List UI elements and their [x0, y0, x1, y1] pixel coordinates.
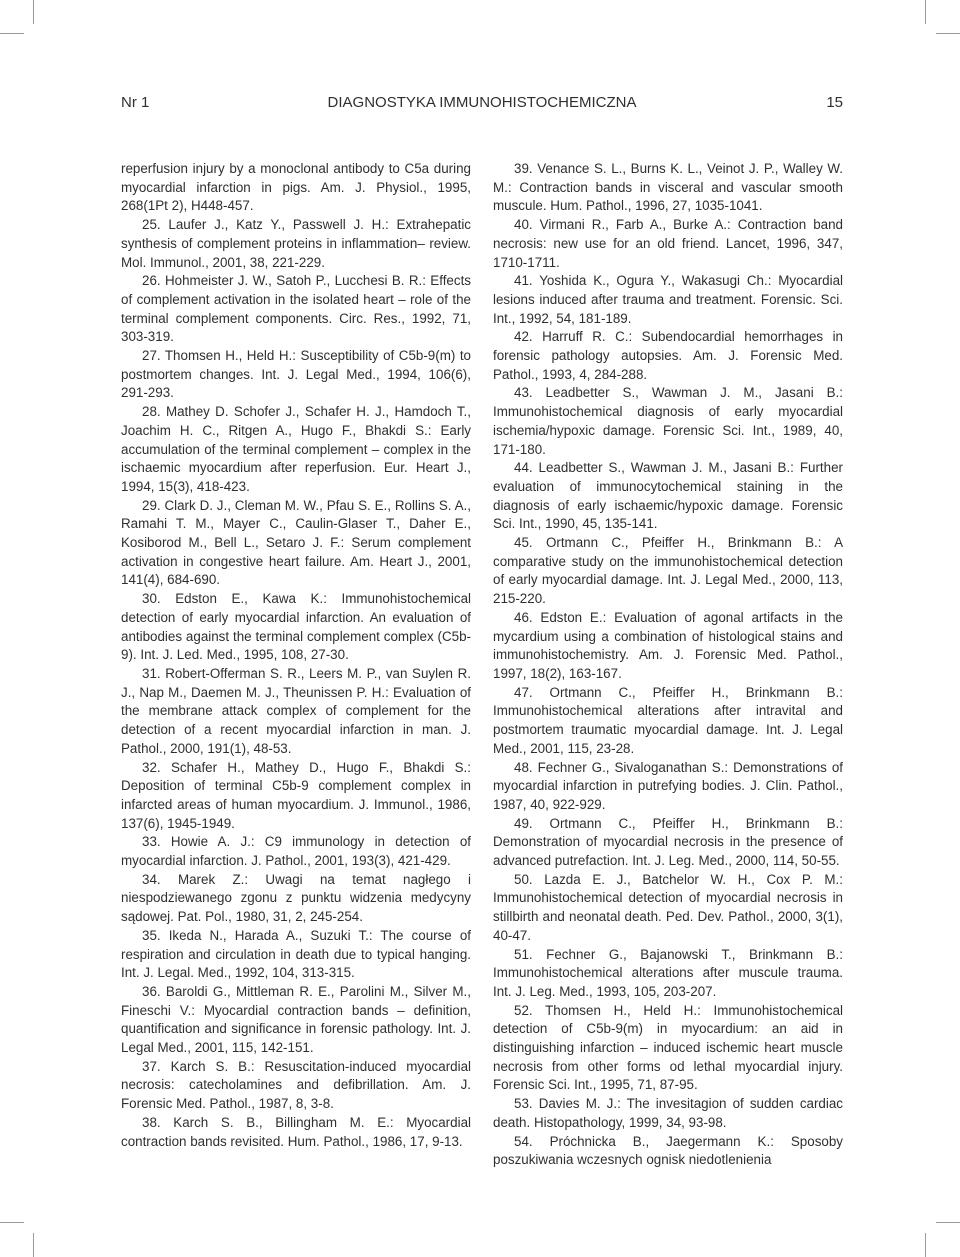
reference-entry: 53. Davies M. J.: The invesitagion of sudden cardiac death. Histopathology, 1999, 34, 93-98. [493, 1096, 843, 1130]
reference-entry: 25. Laufer J., Katz Y., Passwell J. H.: Extrahepatic synthesis of complement proteins in inflammation– review. Mol. Immunol., 2001, 38, 221-229. [121, 217, 471, 270]
reference-entry: 54. Próchnicka B., Jaegermann K.: Sposoby poszukiwania wczesnych ognisk niedotlenienia [493, 1133, 843, 1168]
references-left-column [121, 160, 471, 1151]
reference-entry: 49. Ortmann C., Pfeiffer H., Brinkmann B.: Demonstration of myocardial necrosis in the presence of advanced putrefaction. Int. J. Leg. Med., 2000, 114, 50-55. [493, 815, 843, 869]
reference-entry: 27. Thomsen H., Held H.: Susceptibility of C5b-9(m) to postmortem changes. Int. J. Legal Med., 1994, 106(6), 291-293. [121, 348, 471, 401]
reference-entry: 26. Hohmeister J. W., Satoh P., Lucchesi B. R.: Effects of complement activation in the isolated heart – role of the terminal complement components. Circ. Res., 1992, 71, 303-319. [121, 273, 471, 345]
reference-entry: 44. Leadbetter S., Wawman J. M., Jasani B.: Further evaluation of immunocytochemical staining in the diagnosis of early ischaemic/hypoxic damage. Forensic Sci. Int., 1990, 45, 135-141. [493, 460, 843, 532]
reference-entry: 42. Harruff R. C.: Subendocardial hemorrhages in forensic pathology autopsies. Am. J. Forensic Med. Pathol., 1993, 4, 284-288. [493, 329, 843, 382]
reference-entry: 39. Venance S. L., Burns K. L., Veinot J. P., Walley W. M.: Contraction bands in visceral and vascular smooth muscule. Hum. Pathol., 1996, 27, 1035-1041. [493, 161, 843, 214]
reference-entry: reperfusion injury by a monoclonal antibody to C5a during myocardial infarction in pigs. Am. J. Physiol., 1995, 268(1Pt 2), H448-457. [121, 161, 471, 214]
reference-entry: 43. Leadbetter S., Wawman J. M., Jasani B.: Immunohistochemical diagnosis of early myocardial ischemia/hypoxic damage. Forensic Sci. Int., 1989, 40, 171-180. [493, 385, 843, 457]
crop-mark-top-left-v [33, 0, 35, 24]
reference-entry: 32. Schafer H., Mathey D., Hugo F., Bhakdi S.: Deposition of terminal C5b-9 complement complex in infarcted areas of human myocardium. J. Immunol., 1986, 137(6), 1945-1949. [121, 759, 471, 831]
crop-mark-bottom-right-h [936, 1222, 960, 1224]
crop-mark-top-left-h [0, 33, 24, 35]
reference-entry: 45. Ortmann C., Pfeiffer H., Brinkmann B.: A comparative study on the immunohistochemical detection of early myocardial damage. Int. J. Legal Med., 2000, 113, 215-220. [493, 535, 843, 607]
reference-entry: 35. Ikeda N., Harada A., Suzuki T.: The course of respiration and circulation in death due to typical hanging. Int. J. Legal. Med., 1992, 104, 313-315. [121, 927, 471, 981]
page-number: 15 [826, 94, 843, 111]
reference-entry: 50. Lazda E. J., Batchelor W. H., Cox P. M.: Immunohistochemical detection of myocardial necrosis in stillbirth and neonatal death. Ped. Dev. Pathol., 2000, 3(1), 40-47. [493, 871, 843, 943]
reference-entry: 40. Virmani R., Farb A., Burke A.: Contraction band necrosis: new use for an old friend. Lancet, 1996, 347, 1710-1711. [493, 217, 843, 270]
reference-entry: 28. Mathey D. Schofer J., Schafer H. J., Hamdoch T., Joachim H. C., Ritgen A., Hugo F., Bhakdi S.: Early accumulation of the terminal complement – complex in the ischaemic myocardium after reperfusion. Eur. Heart J., 1994, 15(3), 418-423. [121, 404, 471, 494]
reference-entry: 36. Baroldi G., Mittleman R. E., Parolini M., Silver M., Fineschi V.: Myocardial contraction bands – definition, quantification and significance in forensic pathology. Int. J. Legal Med., 2001, 115, 142-151. [121, 983, 471, 1056]
reference-entry: 37. Karch S. B.: Resuscitation-induced myocardial necrosis: catecholamines and defibrillation. Am. J. Forensic Med. Pathol., 1987, 8, 3-8. [121, 1058, 471, 1112]
reference-entry: 34. Marek Z.: Uwagi na temat nagłego i niespodziewanego zgonu z punktu widzenia medycyny sądowej. Pat. Pol., 1980, 31, 2, 245-254. [121, 871, 471, 925]
reference-entry: 48. Fechner G., Sivaloganathan S.: Demonstrations of myocardial infarction in putrefying bodies. J. Clin. Pathol., 1987, 40, 922-929. [493, 759, 843, 812]
crop-mark-bottom-right-v [925, 1233, 927, 1257]
reference-entry: 30. Edston E., Kawa K.: Immunohistochemical detection of early myocardial infarction. An evaluation of antibodies against the terminal complement complex (C5b-9). Int. J. Led. Med., 1995, 108, 27-30. [121, 591, 471, 663]
reference-entry: 47. Ortmann C., Pfeiffer H., Brinkmann B.: Immunohistochemical alterations after intravital and postmortem traumatic myocardial damage. Int. J. Legal Med., 2001, 115, 23-28. [493, 684, 843, 756]
running-header [121, 94, 843, 114]
journal-section-title: DIAGNOSTYKA IMMUNOHISTOCHEMICZNA [327, 94, 637, 111]
reference-entry: 52. Thomsen H., Held H.: Immunohistochemical detection of C5b-9(m) in myocardium: an aid in distinguishing infarction – induced ischemic heart muscle necrosis from other forms od lethal myocardial injury. Forensic Sci. Int., 1995, 71, 87-95. [493, 1002, 843, 1093]
crop-mark-top-right-h [936, 33, 960, 35]
reference-entry: 38. Karch S. B., Billingham M. E.: Myocardial contraction bands revisited. Hum. Pathol., 1986, 17, 9-13. [121, 1114, 471, 1149]
reference-entry: 46. Edston E.: Evaluation of agonal artifacts in the mycardium using a combination of histological stains and immunohistochemistry. Am. J. Forensic Med. Pathol., 1997, 18(2), 163-167. [493, 609, 843, 681]
reference-entry: 29. Clark D. J., Cleman M. W., Pfau S. E., Rollins S. A., Ramahi T. M., Mayer C., Caulin-Glaser T., Daher E., Kosiborod M., Bell L., Setaro J. F.: Serum complement activation in congestive heart failure. Am. Heart J., 2001, 141(4), 684-690. [121, 497, 471, 588]
reference-entry: 31. Robert-Offerman S. R., Leers M. P., van Suylen R. J., Nap M., Daemen M. J., Theunissen P. H.: Evaluation of the membrane attack complex of complement for the detection of a recent myocardial infarction in man. J. Pathol., 2000, 191(1), 48-53. [121, 665, 471, 756]
reference-entry: 51. Fechner G., Bajanowski T., Brinkmann B.: Immunohistochemical alterations after muscule trauma. Int. J. Leg. Med., 1993, 105, 203-207. [493, 946, 843, 999]
crop-mark-bottom-left-v [33, 1233, 35, 1257]
crop-mark-bottom-left-h [0, 1222, 24, 1224]
issue-number: Nr 1 [121, 94, 150, 111]
reference-entry: 41. Yoshida K., Ogura Y., Wakasugi Ch.: Myocardial lesions induced after trauma and treatment. Forensic. Sci. Int., 1992, 54, 181-189. [493, 273, 843, 326]
references-right-column [493, 160, 843, 1170]
reference-entry: 33. Howie A. J.: C9 immunology in detection of myocardial infarction. J. Pathol., 2001, 193(3), 421-429. [121, 834, 471, 869]
crop-mark-top-right-v [925, 0, 927, 24]
